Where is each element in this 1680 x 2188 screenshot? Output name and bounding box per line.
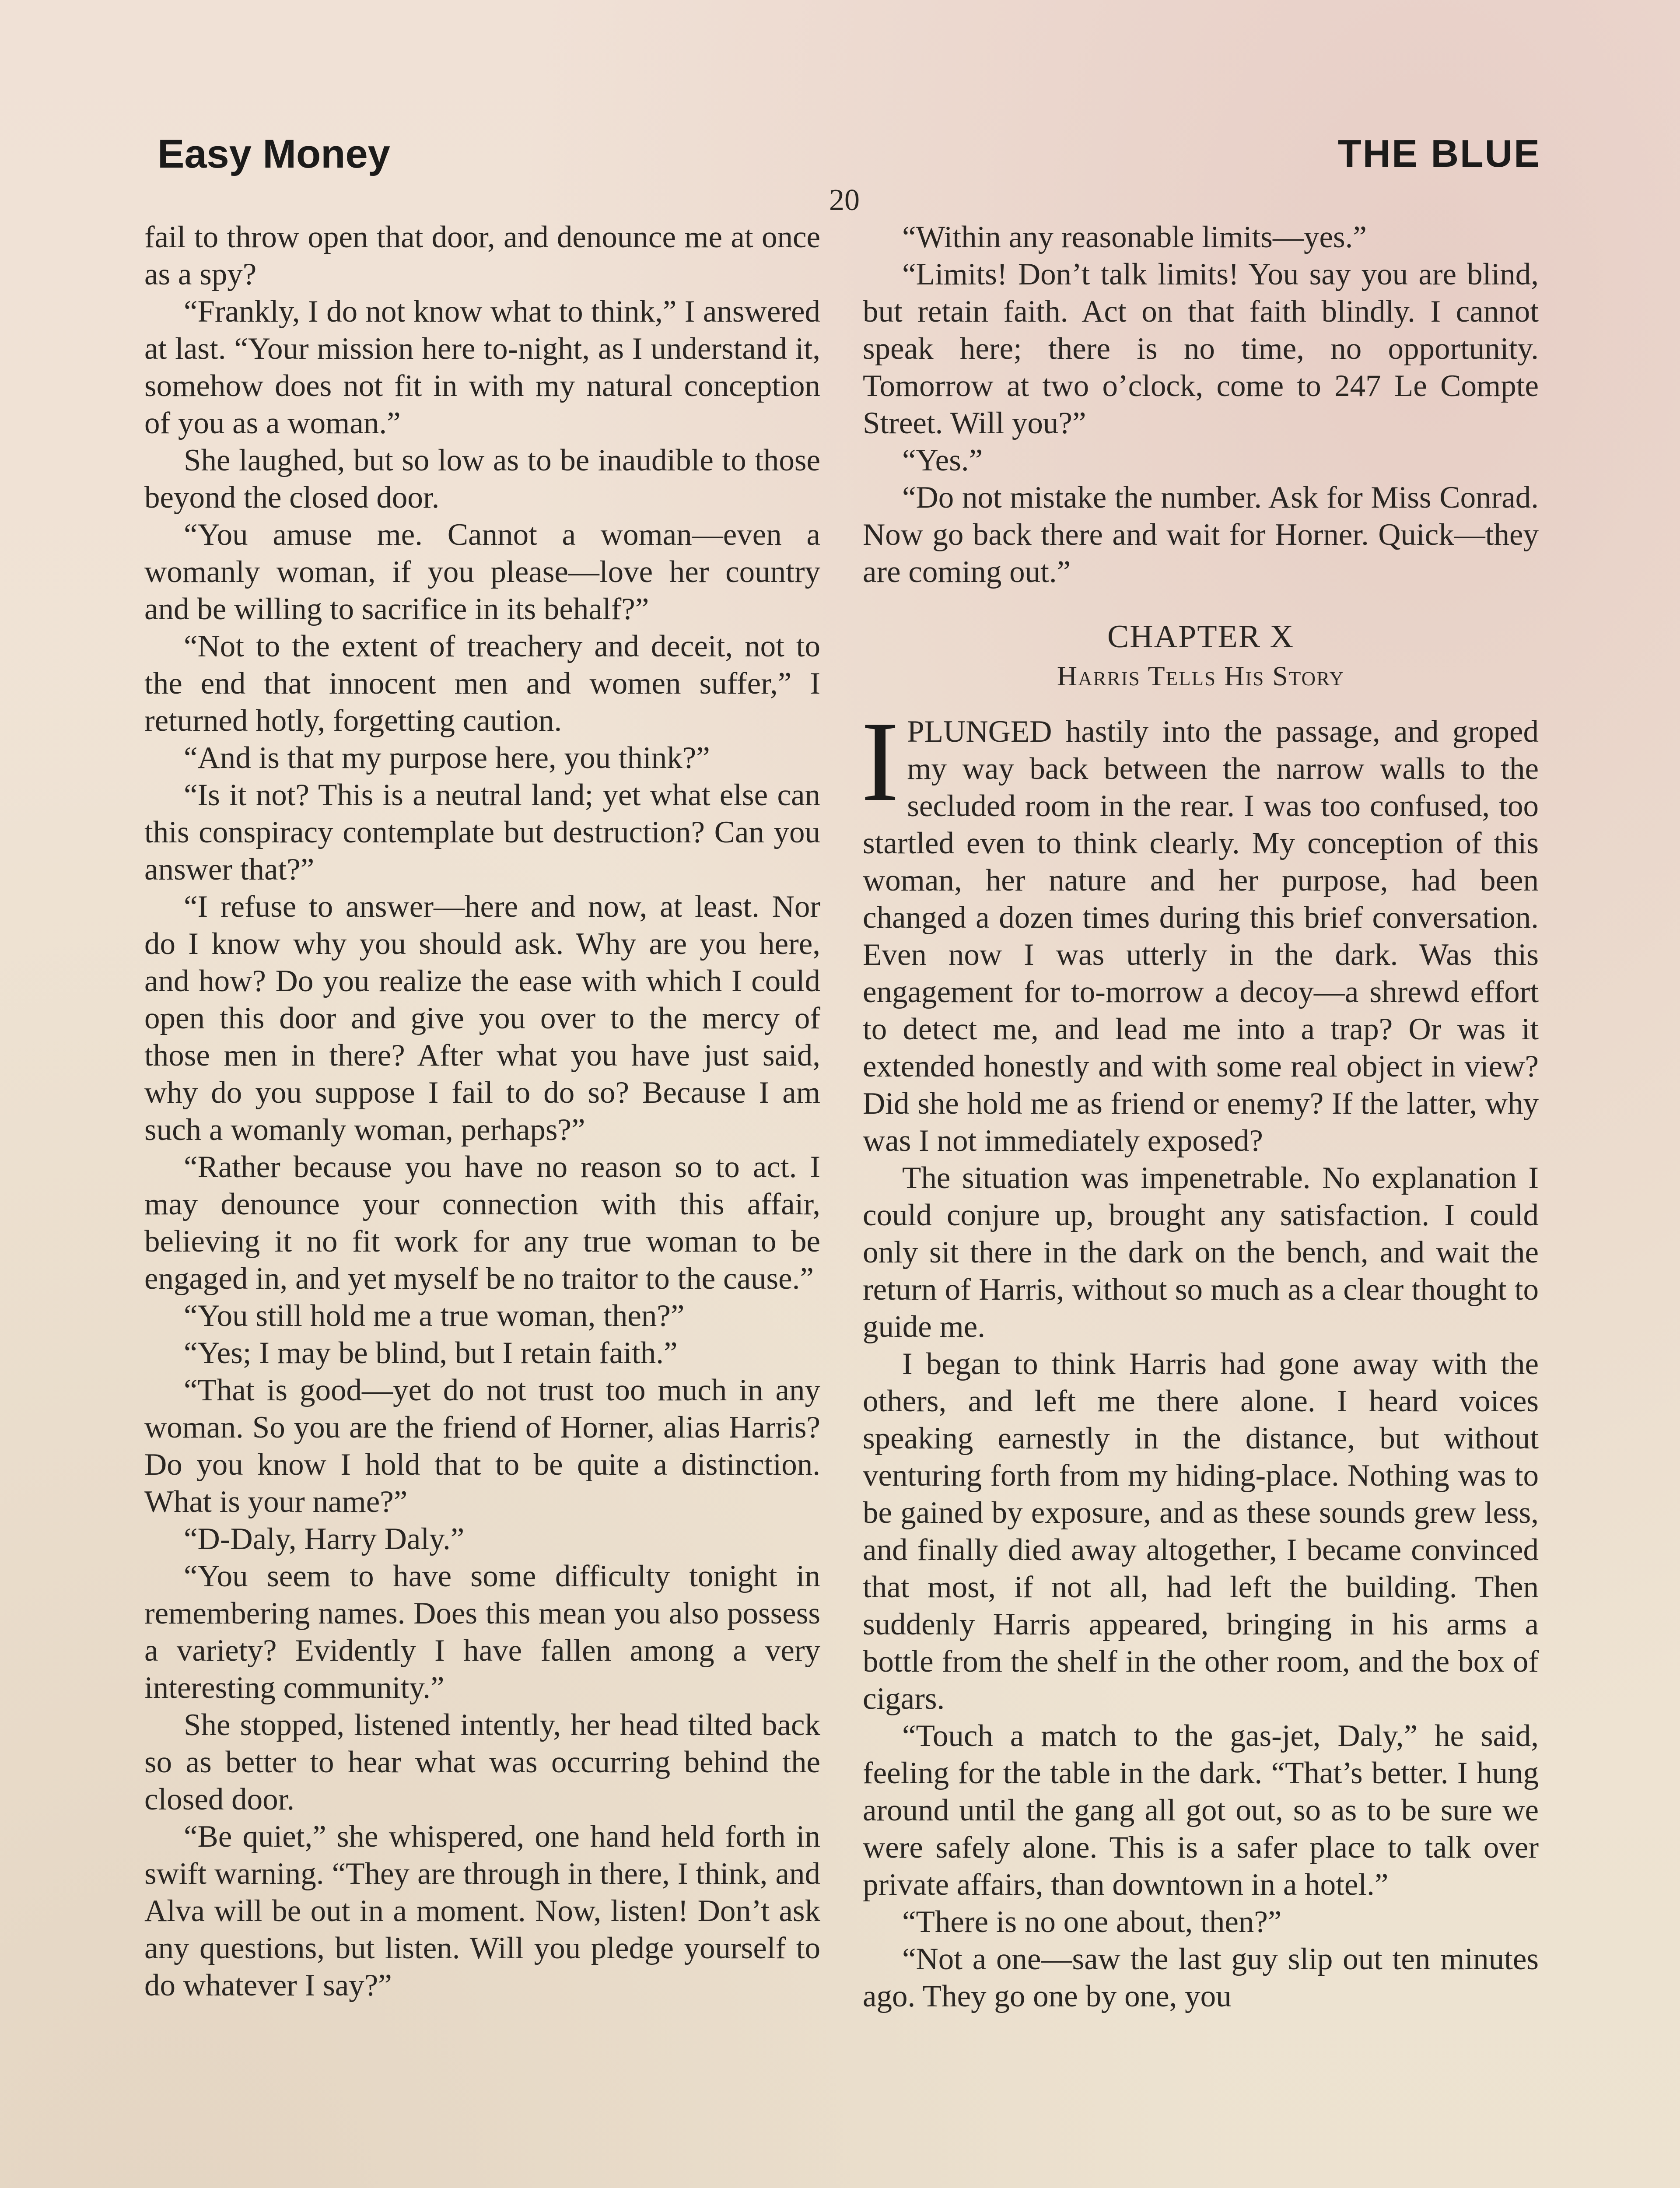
paragraph: “You amuse me. Cannot a woman—even a womanly woman, if you please—love her country and be willing to sacrifice in its behalf?” <box>144 518 820 626</box>
left-column <box>144 219 820 2004</box>
paragraph: “Yes; I may be blind, but I retain faith.” <box>184 1336 678 1370</box>
paragraph: “I refuse to answer—here and now, at least. Nor do I know why you should ask. Why are you here, and how? Do you realize the ease with which I could open this door and give you over to the mercy of those men in there? After what you have just said, why do you suppose I fail to do so? Because I am such a womanly woman, perhaps?” <box>144 890 820 1147</box>
chapter-opening-paragraph <box>861 698 1539 1160</box>
paragraph: “There is no one about, then?” <box>902 1905 1282 1939</box>
paragraph: She stopped, listened intently, her head tilted back so as better to hear what was occurring behind the closed door. <box>144 1708 820 1816</box>
paragraph: “Frankly, I do not know what to think,” I answered at last. “Your mission here to-night, as I understand it, somehow does not fit in with my natural conception of you as a woman.” <box>144 295 820 440</box>
chapter-heading: CHAPTER X <box>1107 619 1295 655</box>
paragraph: “Be quiet,” she whispered, one hand held forth in swift warning. “They are through in there, I think, and Alva will be out in a moment. Now, listen! Don’t ask any questions, but listen. Will you pledge yourself to do whatever I say?” <box>144 1820 820 2002</box>
paragraph: She laughed, but so low as to be inaudible to those beyond the closed door. <box>144 443 820 515</box>
paragraph: “Yes.” <box>902 443 983 477</box>
paragraph: “Do not mistake the number. Ask for Miss Conrad. Now go back there and wait for Horner. Quick—they are coming out.” <box>863 480 1539 589</box>
paragraph: “Touch a match to the gas-jet, Daly,” he said, feeling for the table in the dark. “That’s better. I hung around until the gang all got out, so as to be sure we were safely alone. This is a safer place to talk over private affairs, than downtown in a hotel.” <box>863 1719 1539 1902</box>
paragraph: “Limits! Don’t talk limits! You say you are blind, but retain faith. Act on that faith blindly. I cannot speak here; there is no time, no opportunity. Tomorrow at two o’clock, come to 247 Le Compte Street. Will you?” <box>863 257 1539 440</box>
paragraph: “Not a one—saw the last guy slip out ten minutes ago. They go one by one, you <box>863 1942 1539 2013</box>
paragraph: “That is good—yet do not trust too much in any woman. So you are the friend of Horner, alias Harris? Do you know I hold that to be quite a distinction. What is your name?” <box>144 1373 820 1519</box>
paragraph: I began to think Harris had gone away with the others, and left me there alone. I heard voices speaking earnestly in the distance, but without venturing forth from my hiding-place. Nothing was to be gained by exposure, and as these sounds grew less, and finally died away altogether, I became convinced that most, if not all, had left the building. Then suddenly Harris appeared, bringing in his arms a bottle from the shelf in the other room, and the box of cigars. <box>863 1347 1539 1716</box>
chapter-title: Harris Tells His Story <box>1057 660 1345 691</box>
opening-text: PLUNGED hastily into the passage, and groped my way back between the narrow walls to the secluded room in the rear. I was too confused, too startled even to think clearly. My conception of this woman, her nature and her purpose, had been changed a dozen times during this brief conversation. Even now I was utterly in the dark. Was this engagement for to-morrow a decoy—a shrewd effort to detect me, and lead me into a trap? Or was it extended honestly and with some real object in view? Did she hold me as friend or enemy? If the latter, why was I not immediately exposed? <box>863 715 1539 1158</box>
drop-cap: I <box>861 698 900 825</box>
right-column <box>863 219 1539 2015</box>
paragraph: “Rather because you have no reason so to act. I may denounce your connection with this affair, believing it no fit work for any true woman to be engaged in, and yet myself be no traitor to the cause.” <box>144 1150 820 1296</box>
paragraph: “You still hold me a true woman, then?” <box>184 1299 685 1333</box>
running-head-magazine: THE BLUE <box>1338 132 1541 175</box>
paragraph: “D-Daly, Harry Daly.” <box>184 1522 465 1556</box>
running-head-title: Easy Money <box>158 132 390 176</box>
page-number: 20 <box>829 183 860 217</box>
paragraph: fail to throw open that door, and denounce me at once as a spy? <box>144 220 820 291</box>
paragraph: “Within any reasonable limits—yes.” <box>902 220 1367 254</box>
paragraph: “You seem to have some difficulty tonight in remembering names. Does this mean you also possess a variety? Evidently I have fallen among a very interesting community.” <box>144 1559 820 1705</box>
paragraph: “And is that my purpose here, you think?” <box>184 741 710 775</box>
paragraph: The situation was impenetrable. No explanation I could conjure up, brought any satisfaction. I could only sit there in the dark on the bench, and wait the return of Harris, without so much as a clear thought to guide me. <box>863 1161 1539 1344</box>
paragraph: “Not to the extent of treachery and deceit, not to the end that innocent men and women suffer,” I returned hotly, forgetting caution. <box>144 629 820 738</box>
paragraph: “Is it not? This is a neutral land; yet what else can this conspiracy contemplate but destruction? Can you answer that?” <box>144 778 820 887</box>
